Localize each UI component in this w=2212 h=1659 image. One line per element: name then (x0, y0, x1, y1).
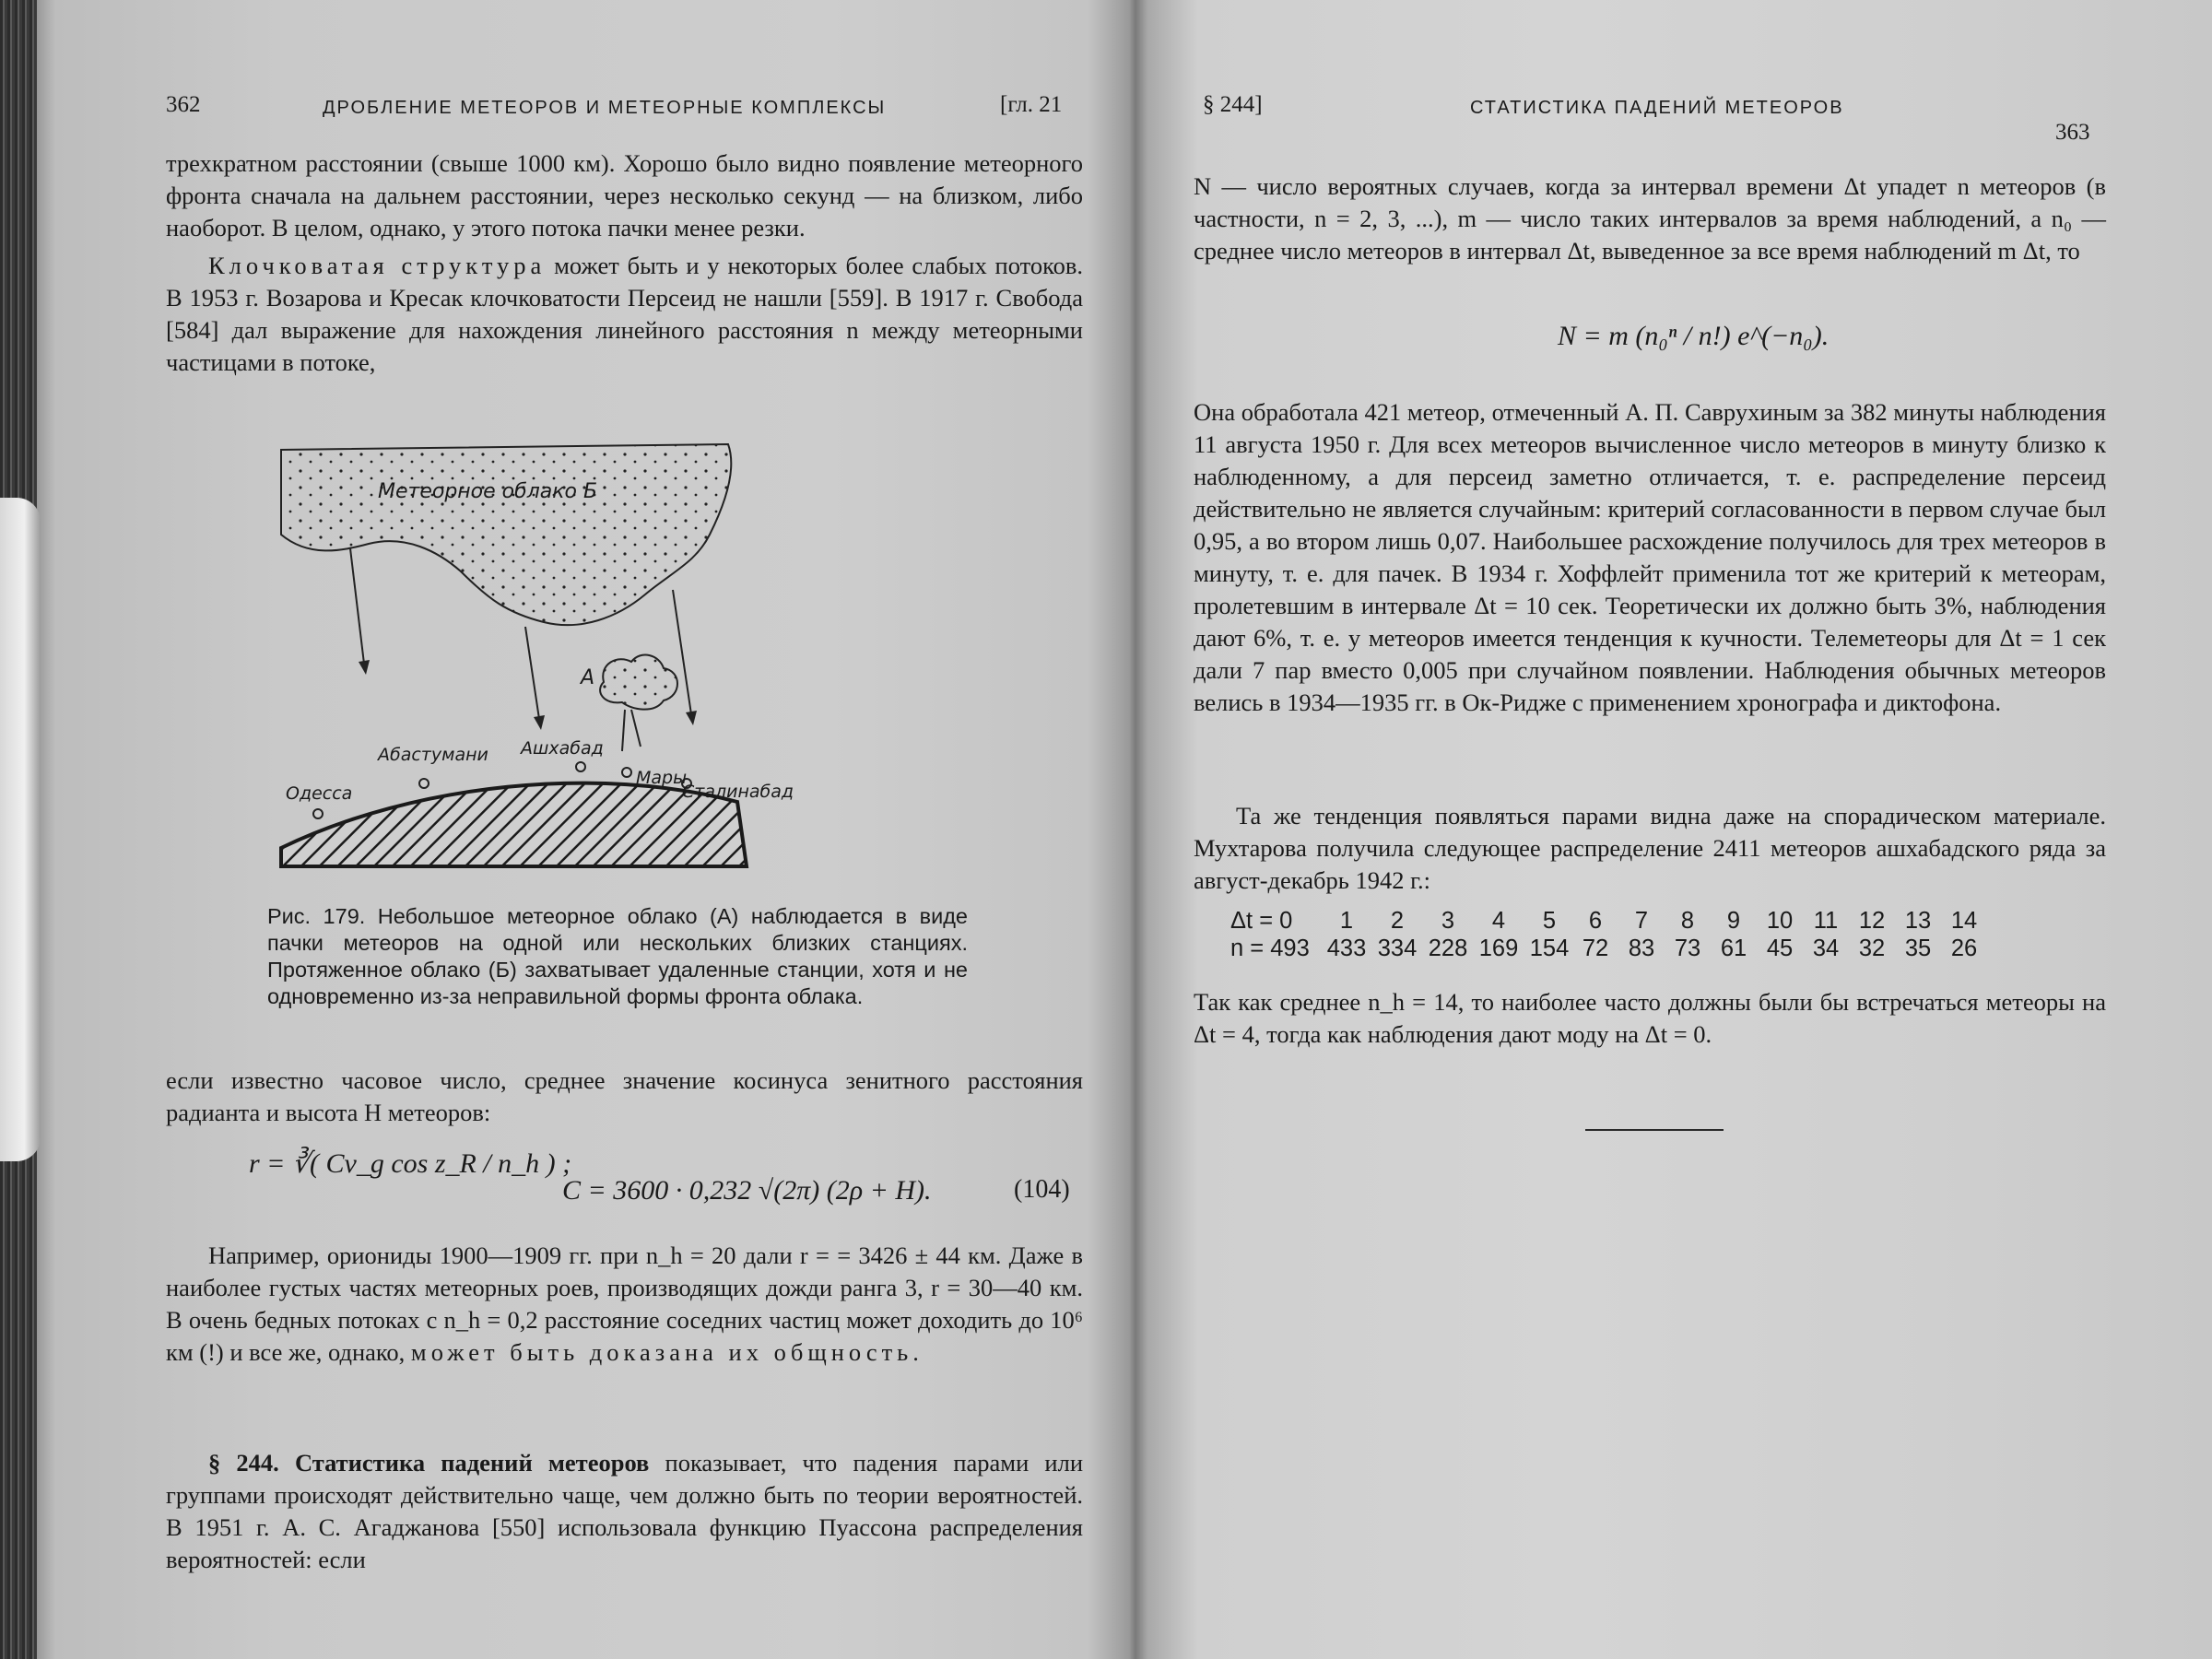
left-para-2-rest: может быть и у некоторых более слабых потоков. В 1953 г. Возарова и Кресак клочковатости Персеид не нашли [559]. В 1917 г. Свобода [584] дал выражение для нахождения линейного расстояния n между метеорными частицами в потоке, (166, 252, 1083, 376)
cloud-a-label: А (581, 666, 595, 689)
table-cell: 73 (1674, 935, 1701, 961)
cloud-b (281, 444, 731, 625)
station-mary: Мары (636, 768, 688, 788)
left-page-number: 362 (166, 92, 201, 117)
table-cell: 11 (1813, 908, 1839, 934)
cloud-a (600, 655, 677, 710)
end-rule (1585, 1129, 1724, 1131)
spaced-term: Клочковатая структура (208, 252, 547, 279)
table-cell: n = 493 (1230, 935, 1310, 961)
table-cell: Δt = 0 (1230, 908, 1293, 934)
right-running-head (1194, 92, 2106, 145)
formula-poisson: N = m (n₀ⁿ / n!) e^(−n₀). (1558, 321, 1830, 351)
section-244 (166, 1447, 1083, 1576)
table-cell: 2 (1390, 908, 1405, 934)
formula-number: (104) (1014, 1175, 1070, 1204)
figure-caption: Рис. 179. Небольшое метеорное облако (А) наблюдается в виде пачки метеоров на одной или нескольких близких станциях. Протяженное облако (Б) захватывает удаленные станции, хотя и не одновременно из-за неправильной формы фронта облака. (267, 904, 968, 1008)
table-cell: 154 (1529, 935, 1570, 961)
left-para-2 (166, 250, 1083, 379)
right-para-2: Она обработала 421 метеор, отмеченный А. П. Саврухиным за 382 минуты наблюдения 11 августа 1950 г. Для всех метеоров вычисленное число метеоров в минуту близко к наблюденному, а для персеид заметно отличается, т. е. распределение персеид действительно не является случайным: критерий согласованности в первом случае был 0,95, а во втором лишь 0,07. Наибольшее расхождение получилось для трех метеоров в минуту, т. е. для пачек. В 1934 г. Хоффлейт применила тот же критерий к метеорам, пролетевшим в интервале Δt = 10 сек. Теоретически их должно быть 3%, наблюдения дают 6%, т. е. у метеоров имеется тенденция к кучности. Телеметеоры для Δt = 1 сек дали 7 пар вместо 0,005 при случайном появлении. Наблюдения обычных метеоров велись в 1934—1935 гг. в Ок-Ридже с применением хронографа и диктофона. (1194, 398, 2106, 716)
table-cell: 34 (1812, 935, 1840, 961)
table-cell: 45 (1766, 935, 1794, 961)
table-cell: 3 (1441, 908, 1455, 934)
left-para-1: трехкратном расстоянии (свыше 1000 км). Хорошо было видно появление метеорного фронта сначала на дальнем расстоянии, через несколько секунд — на близком, либо наоборот. В целом, однако, у этого потока пачки менее резки. (166, 149, 1083, 241)
section-text: показывает, что падения парами или группами происходят действительно чаще, чем должно быть по теории вероятностей. В 1951 г. А. С. Агаджанова [550] использовала функцию Пуассона распределения вероятностей: если (166, 1449, 1083, 1573)
right-para-3: Та же тенденция появляться парами видна даже на спорадическом материале. Мухтарова получила следующее распределение 2411 метеоров ашхабадского ряда за август-декабрь 1942 г.: (1194, 802, 2106, 894)
book-clip (0, 498, 41, 1161)
right-page-number: 363 (2055, 120, 2090, 145)
table-cell: 35 (1904, 935, 1932, 961)
table-cell: 228 (1428, 935, 1468, 961)
left-para-4-spaced: может быть доказана их общность. (410, 1338, 924, 1366)
table-cell: 12 (1858, 908, 1886, 934)
right-section-ref: § 244] (1203, 92, 1263, 117)
table-cell: 13 (1904, 908, 1932, 934)
station-ashkhabad: Ашхабад (521, 738, 604, 759)
chapter-ref: [гл. 21 (1000, 92, 1063, 117)
section-number: § 244. (208, 1449, 279, 1477)
table-cell: 72 (1582, 935, 1609, 961)
left-para-3: если известно часовое число, среднее значение косинуса зенитного расстояния радианта и высота H метеоров: (166, 1066, 1083, 1126)
left-page (166, 0, 1083, 1659)
table-cell: 1 (1339, 908, 1354, 934)
section-title: Статистика падений метеоров (294, 1449, 650, 1477)
left-para-4 (166, 1240, 1083, 1369)
table-cell: 9 (1726, 908, 1741, 934)
left-running-title: ДРОБЛЕНИЕ МЕТЕОРОВ И МЕТЕОРНЫЕ КОМПЛЕКСЫ (323, 98, 887, 118)
left-text-top (166, 147, 1083, 379)
table-cell: 169 (1478, 935, 1519, 961)
table-cell: 5 (1542, 908, 1557, 934)
table-cell: 334 (1377, 935, 1418, 961)
table-cell: 433 (1326, 935, 1367, 961)
table-cell: 14 (1950, 908, 1978, 934)
cloud-b-label: Метеорное облако Б (378, 480, 598, 503)
table-cell: 26 (1950, 935, 1978, 961)
right-para-4: Так как среднее n_h = 14, то наиболее часто должны были бы встречаться метеоры на Δt = 4, тогда как наблюдения дают моду на Δt = 0. (1194, 988, 2106, 1048)
station-stalinabad: Сталинабад (682, 782, 794, 802)
table-cell: 6 (1588, 908, 1603, 934)
table-cell: 8 (1680, 908, 1695, 934)
table-cell: 83 (1628, 935, 1655, 961)
left-para-4-text: Например, ориониды 1900—1909 гг. при n_h = 20 дали r = = 3426 ± 44 км. Даже в наиболее густых частях метеорных роев, производящих дожди ранга 3, r = 30—40 км. В очень бедных потоках с n_h = 0,2 расстояние соседних частиц может доходить до 10⁶ км (!) и все же, однако, (166, 1241, 1083, 1366)
station-odessa: Одесса (286, 783, 353, 804)
table-cell: 32 (1858, 935, 1886, 961)
table-cell: 10 (1766, 908, 1794, 934)
figure-179 (276, 433, 830, 885)
formula-c: C = 3600 · 0,232 √(2π) (2ρ + H). (562, 1175, 932, 1206)
table-cell: 4 (1491, 908, 1506, 934)
right-para-1: N — число вероятных случаев, когда за интервал времени Δt упадет n метеоров (в частности, n = 2, 3, ...), m — число таких интервалов за время наблюдений, а n₀ — среднее число метеоров в интервал Δt, выведенное за все время наблюдений m Δt, то (1194, 172, 2106, 265)
right-page (1194, 0, 2106, 1659)
station-abastumani: Абастумани (378, 745, 488, 765)
table-cell: 61 (1720, 935, 1747, 961)
right-running-title: СТАТИСТИКА ПАДЕНИЙ МЕТЕОРОВ (1470, 98, 1844, 118)
formula-r: r = ∛( Cv_g cos z_R / n_h ) ; (249, 1148, 572, 1179)
table-cell: 7 (1634, 908, 1649, 934)
left-running-head (166, 92, 1083, 129)
